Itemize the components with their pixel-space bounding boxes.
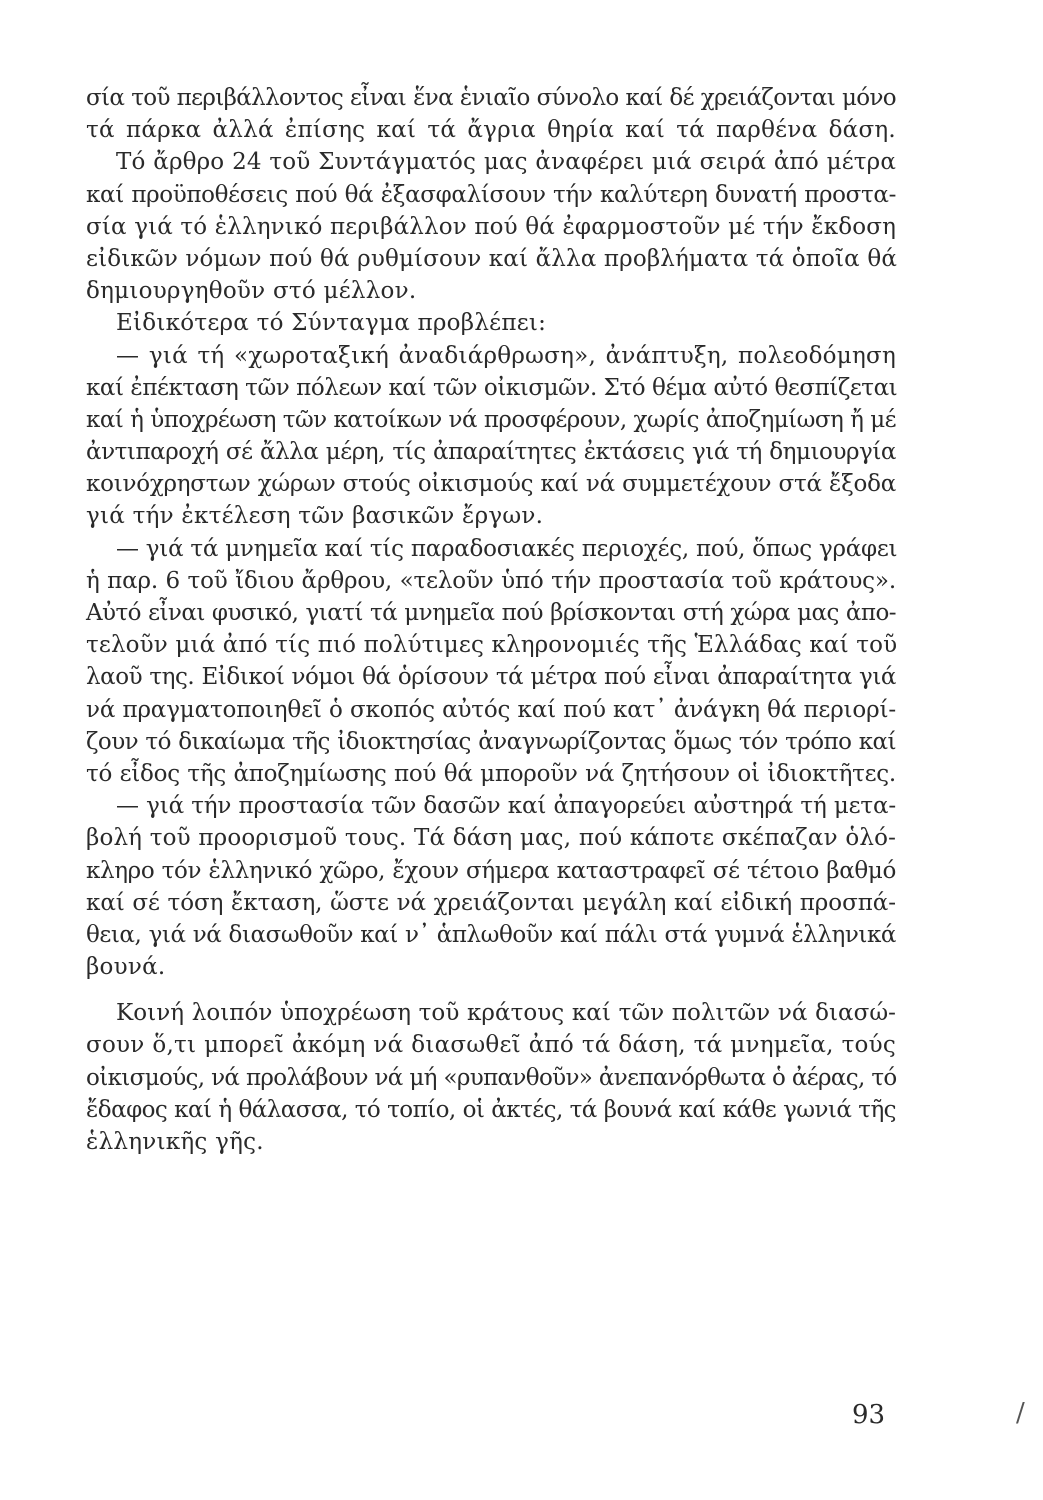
text-line: — γιά τήν προστασία τῶν δασῶν καί ἀπαγορεύει αὐστηρά τή μετα- bbox=[116, 793, 896, 820]
paragraph-gap bbox=[86, 983, 896, 997]
text-line: καί ἐπέκταση τῶν πόλεων καί τῶν οἰκισμῶν. Στό θέμα αὐτό θεσπίζεται bbox=[86, 374, 898, 401]
text-line: σία τοῦ περιβάλλοντος εἶναι ἕνα ἑνιαῖο σύνολο καί δέ χρειάζονται μόνο bbox=[86, 85, 896, 111]
page-number: 93 bbox=[852, 1400, 886, 1430]
text-line: Εἰδικότερα τό Σύνταγμα προβλέπει: bbox=[116, 310, 547, 337]
body-text bbox=[86, 82, 896, 1158]
text-line: ἑλληνικῆς γῆς. bbox=[86, 1129, 264, 1155]
text-line: οἰκισμούς, νά προλάβουν νά μή «ρυπανθοῦν» ἀνεπανόρθωτα ὁ ἀέρας, τό bbox=[86, 1064, 897, 1091]
text-line: σουν ὅ,τι μπορεῖ ἀκόμη νά διασωθεῖ ἀπό τά δάση, τά μνημεῖα, τούς bbox=[86, 1032, 896, 1059]
text-line: τά πάρκα ἀλλά ἐπίσης καί τά ἄγρια θηρία καί τά παρθένα δάση. bbox=[86, 117, 896, 144]
text-line: γιά τήν ἐκτέλεση τῶν βασικῶν ἔργων. bbox=[86, 503, 544, 530]
text-line: — γιά τή «χωροταξική ἀναδιάρθρωση», ἀνάπτυξη, πολεοδόμηση bbox=[116, 342, 896, 369]
text-line: ἀντιπαροχή σέ ἄλλα μέρη, τίς ἀπαραίτητες ἐκτάσεις γιά τή δημιουργία bbox=[86, 439, 896, 466]
text-line: — γιά τά μνημεῖα καί τίς παραδοσιακές περιοχές, πού, ὅπως γράφει bbox=[116, 535, 898, 562]
text-line: νά πραγματοποιηθεῖ ὁ σκοπός αὐτός καί πού κατ᾿ ἀνάγκη θά περιορί- bbox=[86, 696, 896, 723]
text-line: κοινόχρηστων χώρων στούς οἰκισμούς καί νά συμμετέχουν στά ἔξοδα bbox=[86, 471, 896, 498]
text-line: Κοινή λοιπόν ὑποχρέωση τοῦ κράτους καί τῶν πολιτῶν νά διασώ- bbox=[116, 1000, 896, 1027]
text-line: καί ἡ ὑποχρέωση τῶν κατοίκων νά προσφέρουν, χωρίς ἀποζημίωση ἤ μέ bbox=[86, 406, 896, 433]
text-line: Τό ἄρθρο 24 τοῦ Συντάγματός μας ἀναφέρει μιά σειρά ἀπό μέτρα bbox=[116, 149, 896, 176]
text-line: Αὐτό εἶναι φυσικό, γιατί τά μνημεῖα πού βρίσκονται στή χώρα μας ἀπο- bbox=[86, 600, 896, 626]
text-line: βουνά. bbox=[86, 954, 166, 981]
margin-mark: / bbox=[1016, 1398, 1025, 1428]
text-line: βολή τοῦ προορισμοῦ τους. Τά δάση μας, πού κάποτε σκέπαζαν ὁλό- bbox=[86, 825, 896, 852]
text-line: τό εἶδος τῆς ἀποζημίωσης πού θά μποροῦν νά ζητήσουν οἱ ἰδιοκτῆτες. bbox=[86, 760, 896, 787]
text-line: σία γιά τό ἑλληνικό περιβάλλον πού θά ἐφαρμοστοῦν μέ τήν ἔκδοση bbox=[86, 213, 896, 240]
text-line: θεια, γιά νά διασωθοῦν καί ν᾿ ἁπλωθοῦν καί πάλι στά γυμνά ἑλληνικά bbox=[86, 921, 896, 948]
text-line: εἰδικῶν νόμων πού θά ρυθμίσουν καί ἄλλα προβλήματα τά ὁποῖα θά bbox=[86, 245, 897, 272]
text-line: ζουν τό δικαίωμα τῆς ἰδιοκτησίας ἀναγνωρίζοντας ὅμως τόν τρόπο καί bbox=[86, 728, 896, 755]
text-line: κληρο τόν ἑλληνικό χῶρο, ἔχουν σήμερα καταστραφεῖ σέ τέτοιο βαθμό bbox=[86, 857, 896, 884]
text-line: λαοῦ της. Εἰδικοί νόμοι θά ὁρίσουν τά μέτρα πού εἶναι ἀπαραίτητα γιά bbox=[86, 664, 896, 691]
text-line: καί σέ τόση ἔκταση, ὥστε νά χρειάζονται μεγάλη καί εἰδική προσπά- bbox=[86, 889, 896, 916]
text-line: δημιουργηθοῦν στό μέλλον. bbox=[86, 278, 417, 305]
text-line: καί προϋποθέσεις πού θά ἐξασφαλίσουν τήν καλύτερη δυνατή προστα- bbox=[86, 181, 896, 208]
text-line: τελοῦν μιά ἀπό τίς πιό πολύτιμες κληρονομιές τῆς Ἑλλάδας καί τοῦ bbox=[86, 632, 898, 659]
text-line: ἡ παρ. 6 τοῦ ἴδιου ἄρθρου, «τελοῦν ὑπό τήν προστασία τοῦ κράτους». bbox=[86, 567, 896, 594]
text-line: ἔδαφος καί ἡ θάλασσα, τό τοπίο, οἱ ἀκτές, τά βουνά καί κάθε γωνιά τῆς bbox=[86, 1096, 896, 1123]
